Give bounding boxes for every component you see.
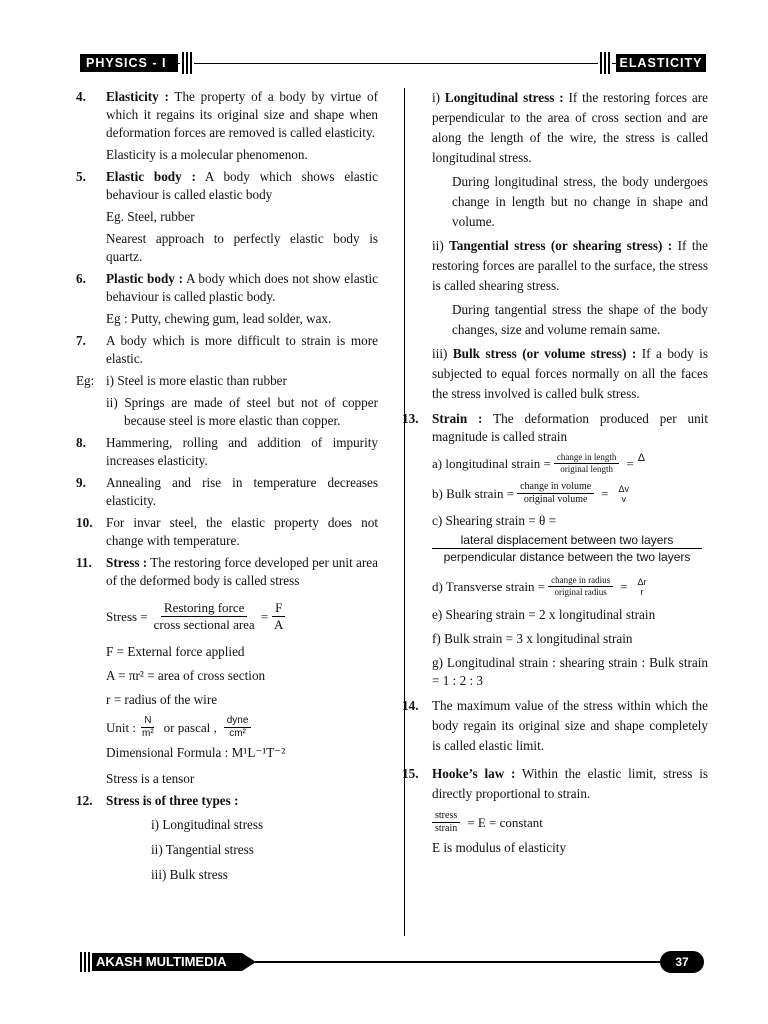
header-bars-left — [180, 52, 194, 74]
item-4: 4. Elasticity : The property of a body by virtue of which it regains its original size and shape when deformation forces are removed is called elasticity. — [76, 89, 378, 140]
transverse-strain: d) Transverse strain = $\frac{\text{change in radius}}{\text{original radius}}$ = Δr r — [432, 575, 647, 597]
item-15: 15. Hooke’s law : Within the elastic limit, stress is directly proportional to strain. — [402, 766, 708, 801]
shearing-strain-label: c) Shearing strain = θ = — [432, 513, 557, 528]
item-11: 11. Stress : The restoring force developed per unit area of the deformed body is called stress — [76, 555, 378, 588]
subject-label: PHYSICS - I C — [80, 54, 178, 72]
chapter-label: ELASTICITY — [616, 54, 706, 72]
column-divider — [404, 88, 405, 936]
bulk-stress: iii) Bulk stress (or volume stress) : If a body is subjected to equal forces normally on all the faces the stress involved is called bulk stress. — [432, 346, 708, 401]
header-bars-right — [598, 52, 612, 74]
footer-arrow — [242, 953, 256, 971]
page-number: 37 — [660, 951, 704, 973]
left-column: 4. Elasticity : The property of a body by virtue of which it regains its original size and shape when deformation forces are removed is called elasticity. Elasticity is a molecular phenomenon. 5. Elastic body : A body which shows elastic behaviour is called elastic body Eg. Steel, rubber Nearest approach to perfectly elastic body is quartz. 6. Plastic body : A body which does not show elastic behaviour is called plastic body. Eg : Putty, chewing gum, lead solder, wax. 7. A body which is more difficult to strain is more elastic. Eg: i) Steel is more elastic than rubber ii) Springs are made of steel but not of copper because steel is more elastic than copper. 8. Hammering, rolling and addition of impurity increases elasticity. 9. Annealing and rise in temperature decreases elasticity. 10. For invar steel, the elastic property does not change with temperature. 11. Stress : The restoring force developed per unit area of the deformed body is called stress Stress = $\frac{\text{Restoring force}}{\text{cross sectional area}}$ = $\frac{F}{A}$ F = External force applied A = πr² = area of cross section r = radius of the wire Unit : $\frac{N}{\text{m²}}$ or pascal , $\frac{\text{dyne}}{\text{cm²}}$ Dimensional Formula : M¹L⁻¹T⁻² Stress is a tensor 12. Stress is of three types : i) Longitudinal stress ii) Tangential stress iii) Bulk stress — [76, 89, 378, 882]
footer-rule — [255, 961, 665, 963]
item-10: 10. For invar steel, the elastic property does not change with temperature. — [76, 515, 378, 548]
stress-unit: Unit : $\frac{N}{\text{m²}}$ or pascal , $\frac{\text{dyne}}{\text{cm²}}$ — [106, 715, 378, 740]
shearing-strain-denominator: perpendicular distance between the two layers — [443, 550, 691, 564]
publisher-label: AKASH MULTIMEDIA — [92, 953, 242, 971]
hookes-law-formula: $\frac{\text{stress}}{\text{strain}}$ = E = constant — [432, 810, 708, 835]
bulk-strain: b) Bulk strain = $\frac{\text{change in volume}}{\text{original volume}}$ = Δv v — [432, 481, 630, 505]
shearing-strain-numerator: lateral displacement between two layers — [432, 532, 702, 549]
longitudinal-stress: i) Longitudinal stress : If the restoring forces are perpendicular to the area of cross section and are along the length of the wire, the stress is called longitudinal stress. — [432, 90, 708, 165]
item-5: 5. Elastic body : A body which shows elastic behaviour is called elastic body — [76, 169, 378, 202]
item-13: 13. Strain : The deformation produced per unit magnitude is called strain — [402, 411, 709, 444]
examples: Eg: i) Steel is more elastic than rubber — [76, 373, 287, 388]
item-6: 6. Plastic body : A body which does not show elastic behaviour is called plastic body. — [76, 271, 378, 304]
item-8: 8. Hammering, rolling and addition of impurity increases elasticity. — [76, 435, 378, 468]
stress-formula: Stress = $\frac{\text{Restoring force}}{\text{cross sectional area}}$ = $\frac{F}{A}$ — [106, 600, 284, 632]
tangential-stress: ii) Tangential stress (or shearing stress) : If the restoring forces are parallel to the surface, the stress is called shearing stress. — [432, 238, 708, 293]
item-9: 9. Annealing and rise in temperature decreases elasticity. — [76, 475, 378, 508]
right-column: i) Longitudinal stress : If the restoring forces are perpendicular to the area of cross section and are along the length of the wire, the stress is called longitudinal stress. During longitudinal stress, the body undergoes change in length but no change in shape and volume. ii) Tangential stress (or shearing stress) : If the restoring forces are parallel to the surface, the stress is called shearing stress. During tangential stress the shape of the body changes, size and volume remain same. iii) Bulk stress (or volume stress) : If a body is subjected to equal forces normally on all the faces the stress involved is called bulk stress. 13. Strain : The deformation produced per unit magnitude is called strain a) longitudinal strain = $\frac{\text{change in length}}{\text{original length}}$ = Δ b) Bulk strain = $\frac{\text{change in volume}}{\text{original volume}}$ = Δv v c) Shearing strain = θ = lateral displacement between two layers perpendicular distance between the two layers d) Transverse strain = $\frac{\text{change in radius}}{\text{original radius}}$ = Δr r e) Shearing strain = 2 x longitudinal strain f) Bulk strain = 3 x longitudinal strain g) Longitudinal strain : shearing strain : Bulk strain = 1 : 2 : 3 14. The maximum value of the stress within which the body regain its original size and shape completely is called elastic limit. 15. Hooke’s law : Within the elastic limit, stress is directly proportional to strain. $\frac{\text{stress}}{\text{strain}}$ = E = constant E is modulus of elasticity — [402, 90, 709, 855]
item-14: 14. The maximum value of the stress within which the body regain its original size and shape completely is called elastic limit. — [402, 698, 708, 753]
item-7: 7. A body which is more difficult to strain is more elastic. — [76, 333, 378, 366]
item-12: 12. Stress is of three types : — [76, 793, 239, 808]
longitudinal-strain: a) longitudinal strain = $\frac{\text{change in length}}{\text{original length}}$ = Δ — [432, 451, 646, 474]
footer-bars — [80, 952, 90, 972]
